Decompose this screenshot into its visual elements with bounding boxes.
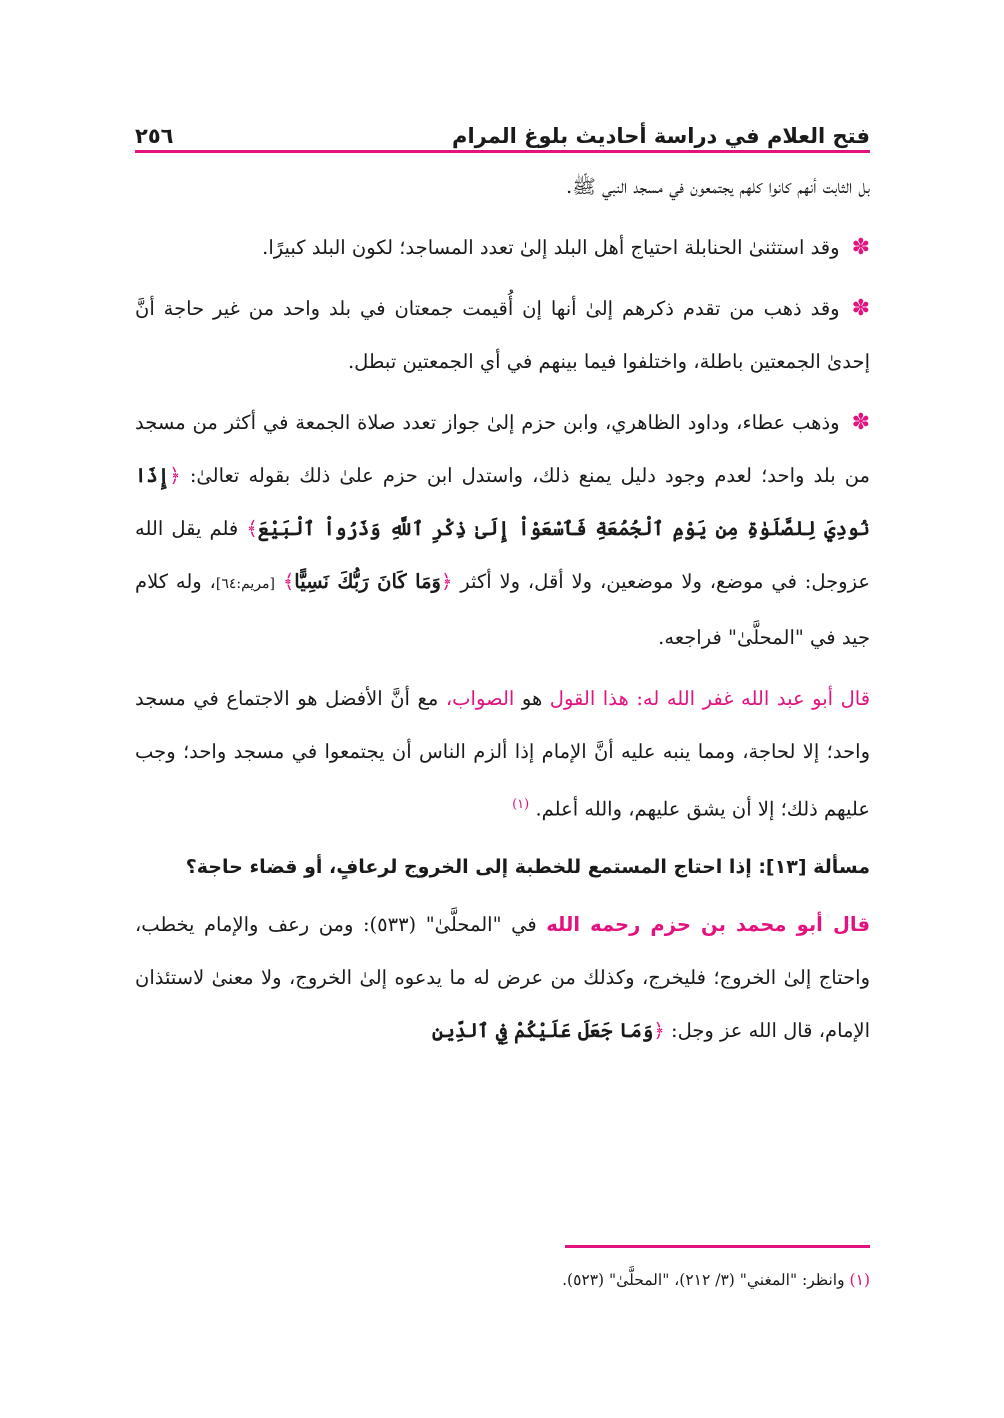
quran-verse-3: وَمَا جَعَلَ عَلَيْكُمْ فِي ٱلدِّينِ bbox=[431, 1018, 654, 1042]
footnote-text: وانظر: "المغني" (٣/ ٢١٢)، "المحلَّىٰ" (٥٢٣). bbox=[562, 1271, 845, 1289]
quran-verse-2: وَمَا كَانَ رَبُّكَ نَسِيًّا bbox=[294, 570, 441, 593]
footnote-reference[interactable]: (١) bbox=[512, 797, 530, 812]
main-text bbox=[135, 160, 870, 1065]
quran-bracket-open: ﴿ bbox=[653, 1018, 665, 1042]
page-number: ٢٥٦ bbox=[135, 124, 174, 148]
paragraph-1: بل الثابت أنهم كانوا كلهم يجتمعون في مسجد النبي ﷺ. bbox=[566, 175, 870, 198]
running-header bbox=[135, 112, 870, 148]
header-rule bbox=[135, 150, 870, 153]
paragraph-6: قال أبو محمد بن حزم رحمه الله في "المحلَّىٰ" (٥٣٣): ومن رعف والإمام يخطب، واحتاج إلىٰ الخروج؛ فليخرج، وكذلك من عرض له ما يدعوه إلىٰ الخروج، ولا معنىٰ لاستئذان الإمام، قال الله عز وجل: ﴿وَمَا جَعَلَ عَلَيْكُمْ فِي ٱلدِّينِ bbox=[135, 912, 870, 1042]
paragraph-4: ✽وذهب عطاء، وداود الظاهري، وابن حزم إلىٰ جواز تعدد صلاة الجمعة في أكثر من مسجد من بلد واحد؛ لعدم وجود دليل يمنع ذلك، واستدل ابن حزم علىٰ ذلك بقوله تعالىٰ: ﴿إِذَا نُودِيَ لِلصَّلَوٰةِ مِن يَوْمِ ٱلْجُمُعَةِ فَٱسْعَوْاْ إِلَىٰ ذِكْرِ ٱللَّهِ وَذَرُواْ ٱلْبَيْعَ﴾ فلم يقل الله عزوجل: في موضع، ولا موضعين، ولا أقل، ولا أكثر ﴿وَمَا كَانَ رَبُّكَ نَسِيًّا﴾ [مريم:٦٤]، وله كلام جيد في "المحلَّىٰ" فراجعه. bbox=[135, 410, 870, 649]
header-title: فتح العلام في دراسة أحاديث بلوغ المرام bbox=[452, 124, 870, 148]
footnote bbox=[135, 1265, 870, 1295]
flower-bullet-icon: ✽ bbox=[851, 410, 870, 435]
paragraph-3: ✽وقد ذهب من تقدم ذكرهم إلىٰ أنها إن أُقيمت جمعتان في بلد واحد من غير حاجة أنَّ إحدىٰ الجمعتين باطلة، واختلفوا فيما بينهم في أي الجمعتين تبطل. bbox=[135, 296, 870, 373]
paragraph-5: قال أبو عبد الله غفر الله له: هذا القول هو الصواب، مع أنَّ الأفضل هو الاجتماع في مسجد واحد؛ إلا لحاجة، ومما ينبه عليه أنَّ الإمام إذا ألزم الناس أن يجتمعوا في مسجد واحد؛ وجب عليهم ذلك؛ إلا أن يشق عليهم، والله أعلم. $^{(١)}$ bbox=[135, 687, 871, 821]
quran-bracket-close: ﴾ bbox=[282, 570, 295, 593]
paragraph-2: ✽وقد استثنىٰ الحنابلة احتياج أهل البلد إلىٰ تعدد المساجد؛ لكون البلد كبيرًا. bbox=[262, 235, 870, 260]
section-heading: مسألة [١٣]: إذا احتاج المستمع للخطبة إلى الخروج لرعافٍ، أو قضاء حاجة؟ bbox=[185, 855, 870, 878]
verse-reference: [مريم:٦٤] bbox=[215, 576, 275, 592]
flower-bullet-icon: ✽ bbox=[851, 296, 870, 321]
footnote-number: (١) bbox=[849, 1271, 870, 1289]
quran-verse-1: إِذَا نُودِيَ لِلصَّلَوٰةِ مِن يَوْمِ ٱلْجُمُعَةِ فَٱسْعَوْاْ إِلَىٰ ذِكْرِ ٱللَّهِ وَذَرُواْ ٱلْبَيْعَ bbox=[135, 464, 870, 540]
quran-bracket-close: ﴾ bbox=[246, 517, 258, 540]
quran-bracket-open: ﴿ bbox=[440, 570, 453, 593]
footnote-rule bbox=[565, 1245, 870, 1248]
flower-bullet-icon: ✽ bbox=[851, 235, 870, 260]
quran-bracket-open: ﴿ bbox=[169, 464, 181, 487]
